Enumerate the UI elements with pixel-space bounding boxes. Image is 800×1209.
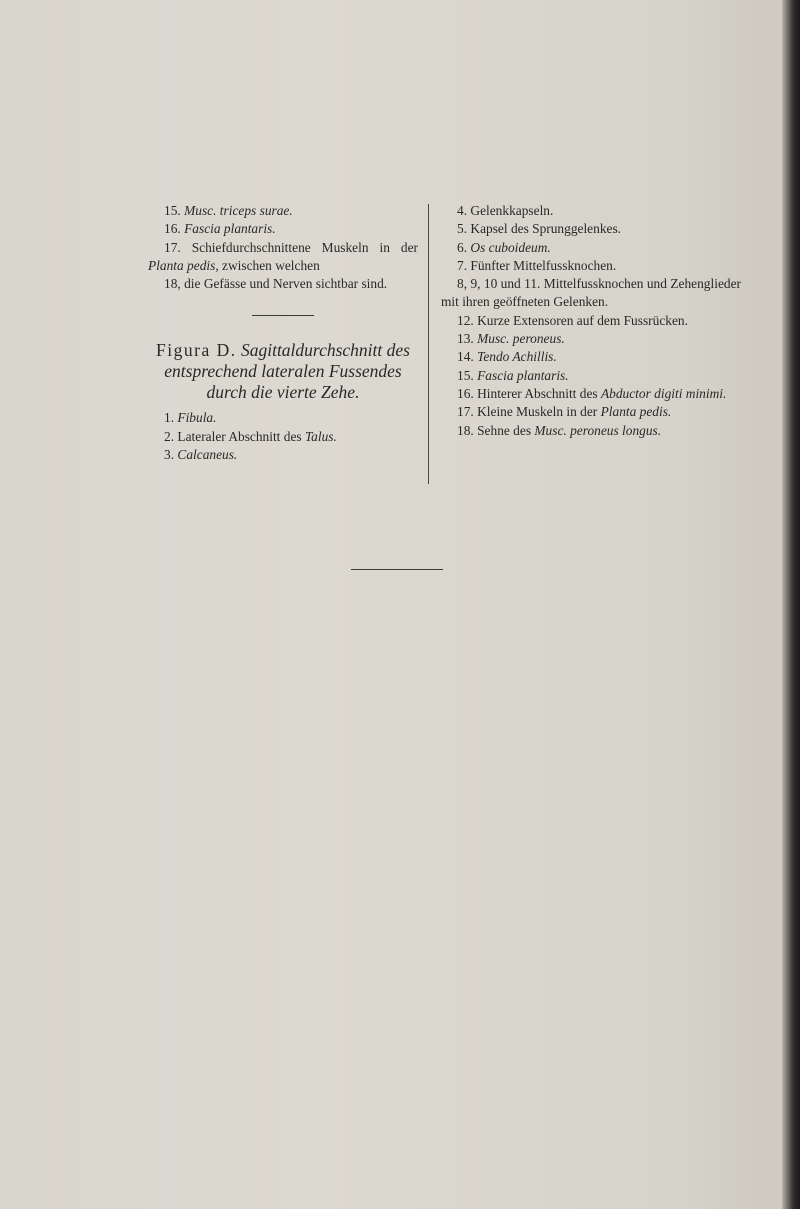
- legend-item-2: 2. Lateraler Abschnitt des Talus.: [164, 428, 337, 444]
- right-column: [441, 202, 741, 440]
- legend-item-5: 5. Kapsel des Sprunggelenkes.: [457, 221, 622, 237]
- legend-item-17: 17. Kleine Muskeln in der Planta pedis.: [457, 404, 672, 420]
- legend-item-3: 3. Calcaneus.: [164, 447, 238, 463]
- figure-heading: [148, 340, 418, 403]
- legend-item-15: 15. Fascia plantaris.: [457, 367, 569, 383]
- legend-item-7: 7. Fünfter Mittelfussknochen.: [457, 257, 617, 273]
- legend-item-17: 17. Schiefdurchschnittene Muskeln in der Planta pedis, zwischen welchen: [148, 239, 418, 273]
- legend-item-1: 1. Fibula.: [164, 410, 217, 426]
- legend-item-15: 15. Musc. triceps surae.: [164, 203, 293, 218]
- legend-item-4: 4. Gelenkkapseln.: [457, 203, 554, 218]
- legend-item-16: 16. Fascia plantaris.: [164, 221, 276, 237]
- legend-item-18: 18. Sehne des Musc. peroneus longus.: [457, 422, 662, 438]
- book-spine-edge: [782, 0, 800, 1209]
- end-rule: [351, 569, 443, 570]
- legend-item-12: 12. Kurze Extensoren auf dem Fussrücken.: [457, 312, 688, 328]
- left-column: [148, 202, 418, 464]
- legend-item-16: 16. Hinterer Abschnitt des Abductor digiti minimi.: [457, 385, 727, 401]
- figure-title: Sagittaldurchschnitt des entsprechend lateralen Fussendes durch die vierte Zehe.: [164, 340, 410, 403]
- legend-item-8-11: 8, 9, 10 und 11. Mittelfussknochen und Zehenglieder mit ihren geöffneten Gelenken.: [441, 276, 741, 310]
- column-divider: [428, 204, 429, 484]
- legend-item-18: 18, die Gefässe und Nerven sichtbar sind.: [164, 276, 388, 292]
- section-rule: [252, 315, 314, 316]
- legend-item-14: 14. Tendo Achillis.: [457, 349, 557, 365]
- legend-item-6: 6. Os cuboideum.: [457, 239, 551, 255]
- figure-label: Figura D.: [156, 340, 237, 361]
- legend-item-13: 13. Musc. peroneus.: [457, 331, 565, 347]
